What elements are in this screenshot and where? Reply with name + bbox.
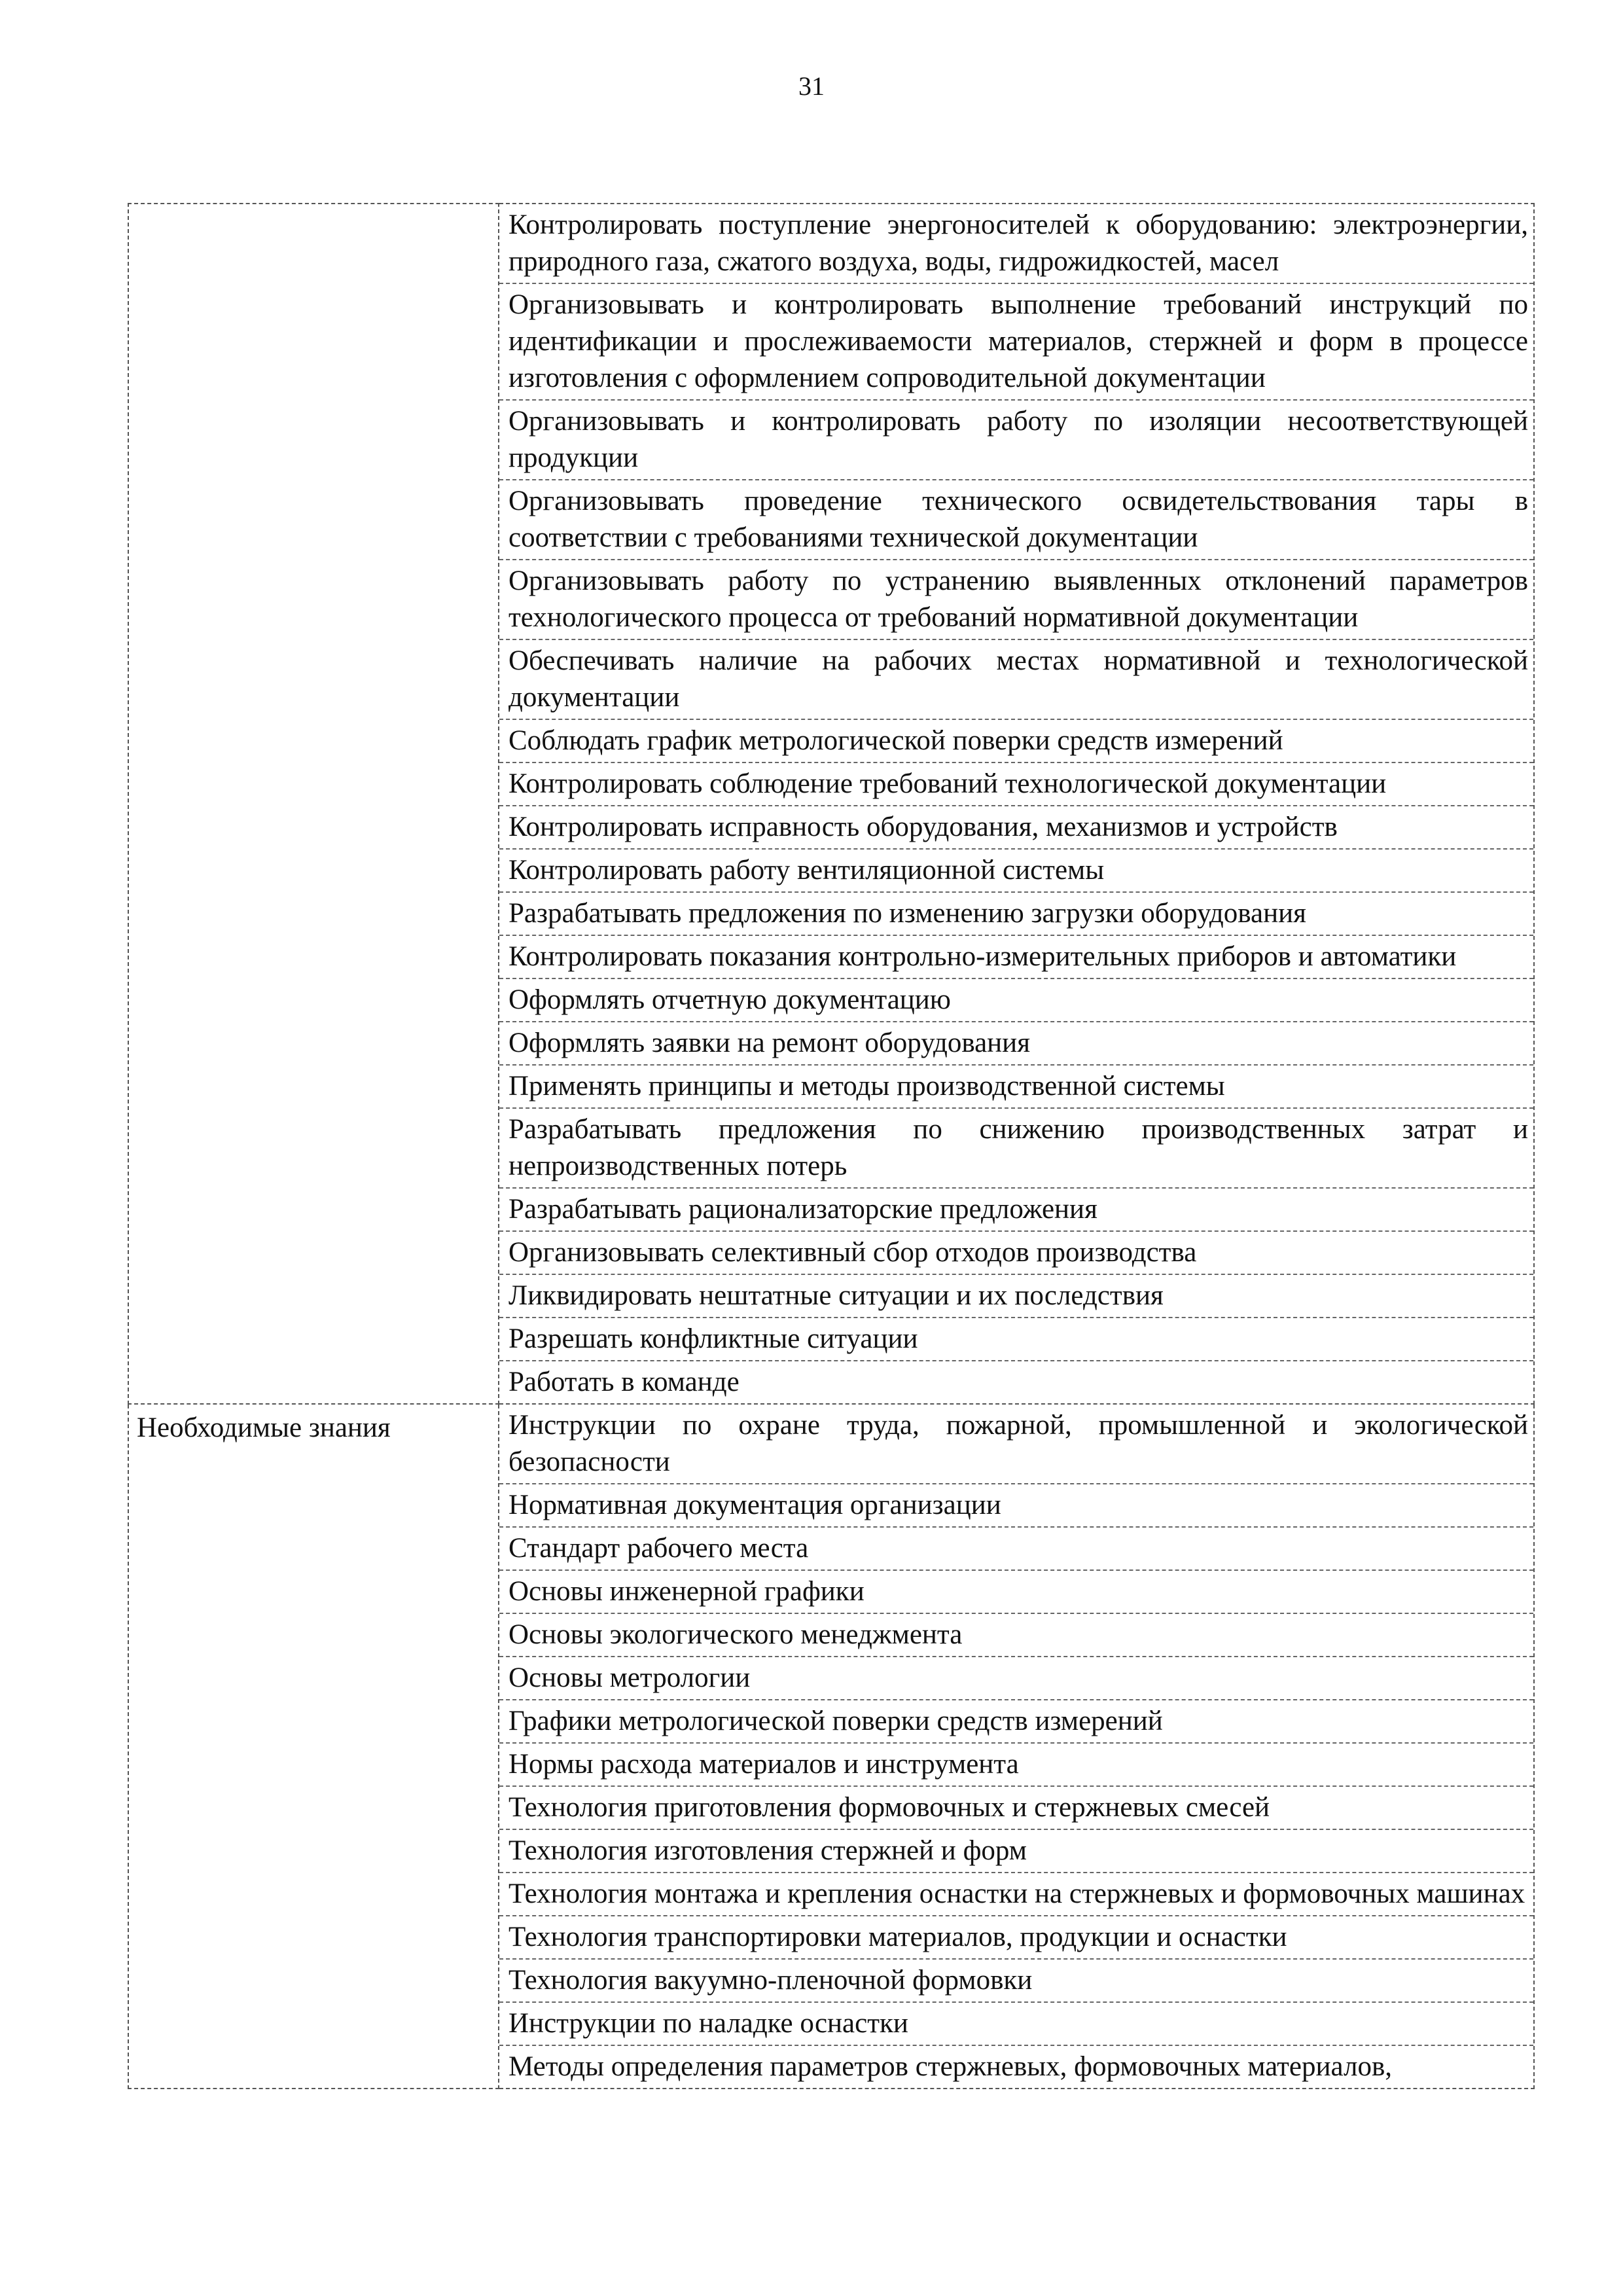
skill-item: Обеспечивать наличие на рабочих местах нормативной и технологической документации xyxy=(499,640,1533,720)
page-number: 31 xyxy=(798,71,825,101)
skill-item: Работать в команде xyxy=(508,1367,740,1397)
knowledge-item: Технология приготовления формовочных и стержневых смесей xyxy=(499,1787,1533,1830)
knowledge-item: Инструкции по наладке оснастки xyxy=(499,2003,1533,2046)
skill-item: Разрешать конфликтные ситуации xyxy=(499,1318,1533,1361)
knowledge-item: Технология монтажа и крепления оснастки на стержневых и формовочных машинах xyxy=(499,1873,1533,1916)
skill-item: Контролировать соблюдение требований технологической документации xyxy=(499,763,1533,806)
skill-item: Оформлять отчетную документацию xyxy=(499,979,1533,1022)
knowledge-row xyxy=(128,1404,1534,2089)
knowledge-item: Технология изготовления стержней и форм xyxy=(499,1830,1533,1873)
knowledge-list xyxy=(499,1405,1533,2088)
knowledge-item: Технология транспортировки материалов, продукции и оснастки xyxy=(499,1916,1533,1960)
skill-item: Организовывать селективный сбор отходов производства xyxy=(499,1232,1533,1275)
skill-item: Разрабатывать предложения по снижению производственных затрат и непроизводственных потерь xyxy=(499,1109,1533,1189)
skill-item: Организовывать и контролировать работу по изоляции несоответствующей продукции xyxy=(499,401,1533,480)
knowledge-item: Стандарт рабочего места xyxy=(499,1528,1533,1571)
skills-list-cell xyxy=(499,204,1534,1404)
skill-item: Контролировать исправность оборудования, механизмов и устройств xyxy=(499,806,1533,850)
skill-item: Контролировать показания контрольно-измерительных приборов и автоматики xyxy=(499,936,1533,979)
knowledge-item: Методы определения параметров стержневых, формовочных материалов, xyxy=(508,2051,1393,2082)
knowledge-item: Основы экологического менеджмента xyxy=(499,1614,1533,1657)
skills-row xyxy=(128,204,1534,1404)
skill-item: Организовывать работу по устранению выявленных отклонений параметров технологического процесса от требований нормативной документации xyxy=(499,560,1533,640)
skill-item: Контролировать работу вентиляционной системы xyxy=(499,850,1533,893)
knowledge-item: Нормы расхода материалов и инструмента xyxy=(499,1744,1533,1787)
skills-label-cell xyxy=(128,204,499,1404)
knowledge-item: Инструкции по охране труда, пожарной, промышленной и экологической безопасности xyxy=(499,1405,1533,1484)
knowledge-item: Нормативная документация организации xyxy=(499,1484,1533,1528)
skills-list xyxy=(499,204,1533,1403)
knowledge-label: Необходимые знания xyxy=(137,1412,391,1443)
skill-item: Ликвидировать нештатные ситуации и их последствия xyxy=(499,1275,1533,1318)
skill-item: Разрабатывать предложения по изменению загрузки оборудования xyxy=(499,893,1533,936)
skill-item: Разрабатывать рационализаторские предложения xyxy=(499,1189,1533,1232)
knowledge-item: Графики метрологической поверки средств измерений xyxy=(499,1700,1533,1744)
skill-item: Соблюдать график метрологической поверки средств измерений xyxy=(499,720,1533,763)
knowledge-item: Основы инженерной графики xyxy=(499,1571,1533,1614)
knowledge-list-cell xyxy=(499,1404,1534,2089)
competency-table xyxy=(128,203,1535,2089)
skill-item: Оформлять заявки на ремонт оборудования xyxy=(499,1022,1533,1066)
knowledge-item: Технология вакуумно-пленочной формовки xyxy=(499,1960,1533,2003)
skill-item: Организовывать и контролировать выполнение требований инструкций по идентификации и прослеживаемости материалов, стержней и форм в процессе изготовления с оформлением сопроводительной документации xyxy=(499,284,1533,401)
skill-item: Организовывать проведение технического освидетельствования тары в соответствии с требованиями технической документации xyxy=(499,480,1533,560)
knowledge-label-cell xyxy=(128,1404,499,2089)
skill-item: Применять принципы и методы производственной системы xyxy=(499,1066,1533,1109)
knowledge-item: Основы метрологии xyxy=(499,1657,1533,1700)
skill-item: Контролировать поступление энергоносителей к оборудованию: электроэнергии, природного газа, сжатого воздуха, воды, гидрожидкостей, масел xyxy=(499,204,1533,284)
skills-label xyxy=(129,204,498,209)
